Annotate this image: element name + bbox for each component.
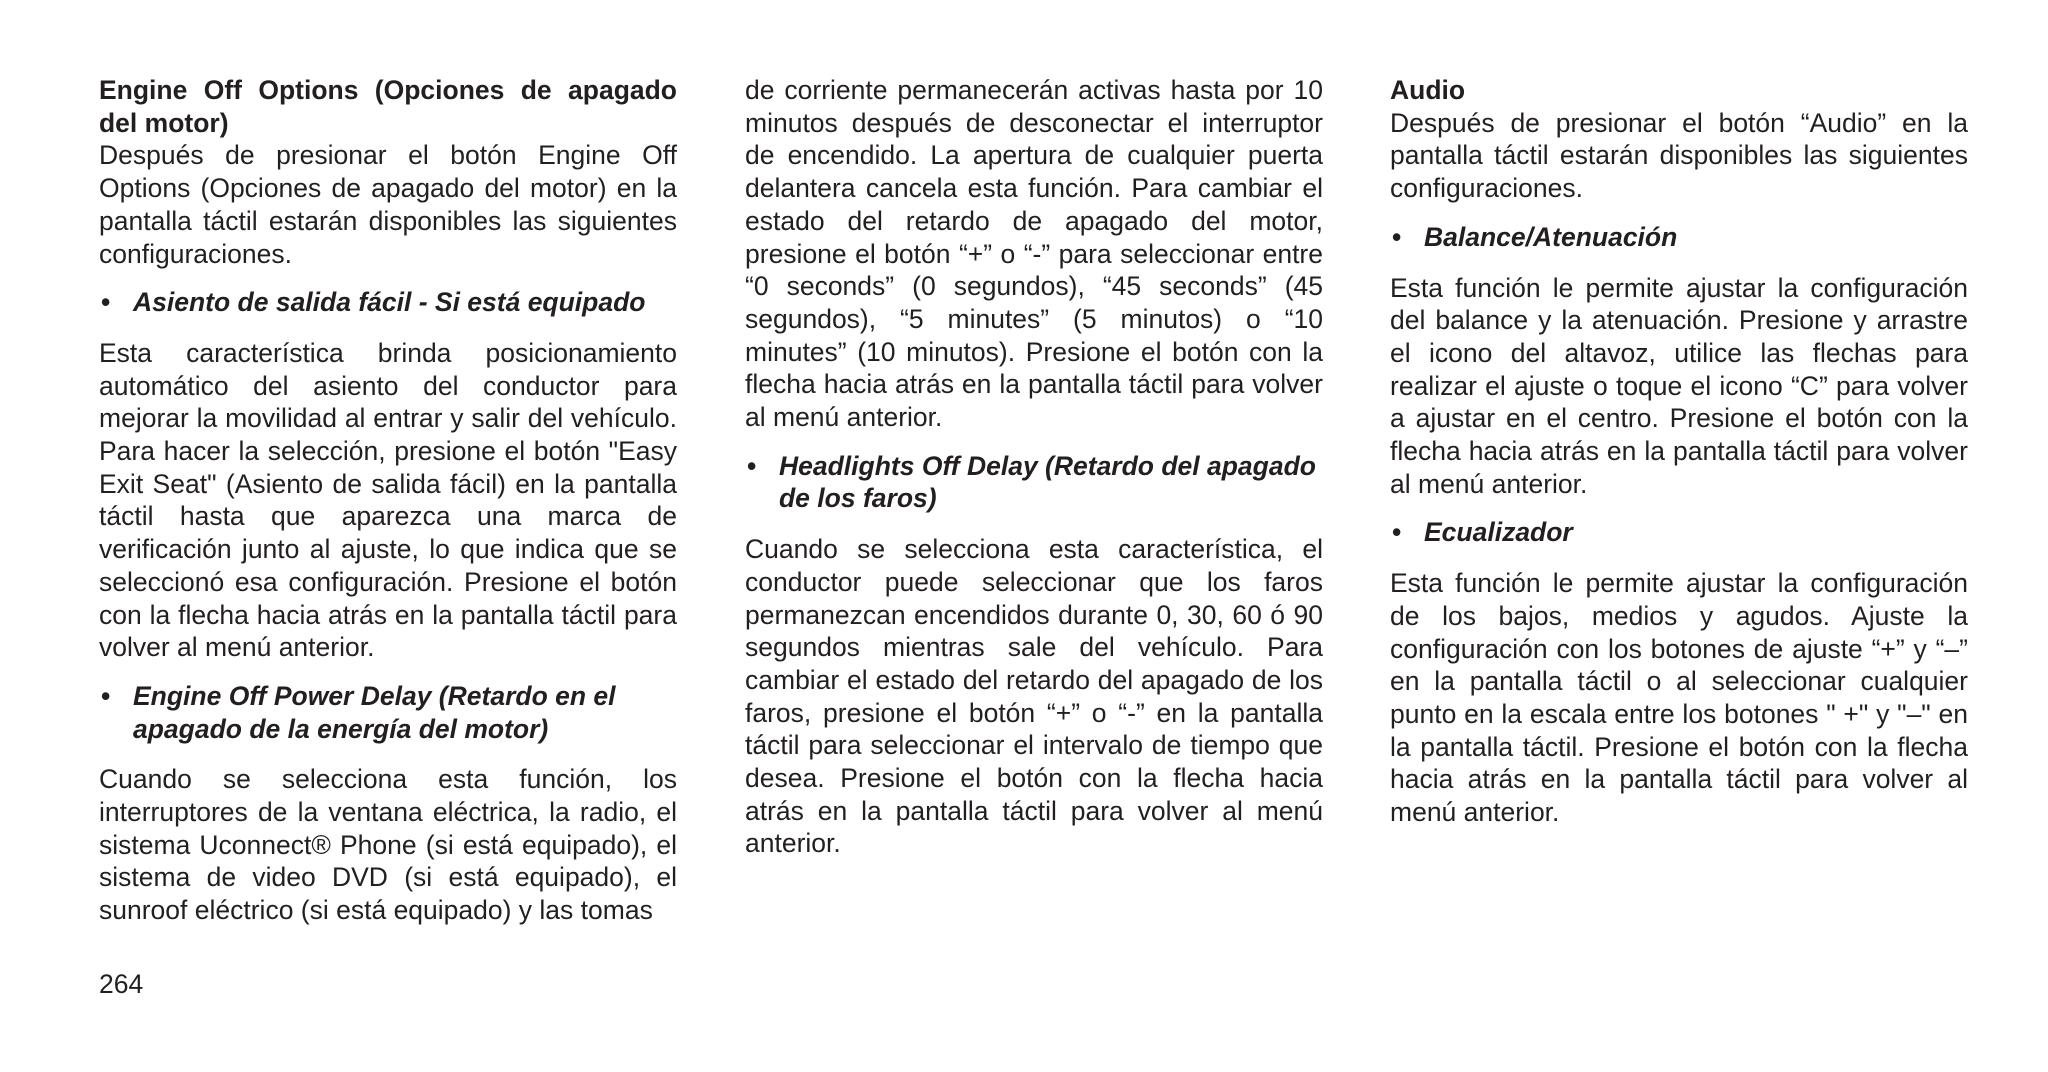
- bullet-engine-off-power-delay: [99, 680, 677, 745]
- page-number: 264: [99, 969, 144, 999]
- column-2: [745, 74, 1323, 876]
- bullet-title: Engine Off Power Delay (Retardo en el apagado de la energía del motor): [133, 680, 616, 744]
- bullet-easy-exit-seat: [99, 286, 677, 319]
- bullet-dot: •: [101, 680, 111, 711]
- column-3: [1390, 74, 1968, 845]
- bullet-dot: •: [747, 450, 757, 481]
- paragraph-power-delay-continued: de corriente permanecerán activas hasta por 10 minutos después de desconectar el interruptor de encendido. La apertura de cualquier puerta delantera cancela esta función. Para cambiar el estado del retardo de apagado del motor, presione el botón “+” o “-” para seleccionar entre “0 seconds” (0 segundos), “45 seconds” (45 segundos), “5 minutes” (5 minutos) o “10 minutes” (10 minutos). Presione el botón con la flecha hacia atrás en la pantalla táctil para volver al menú anterior.: [745, 75, 1323, 433]
- paragraph-equalizer: Esta función le permite ajustar la configuración de los bajos, medios y agudos. Ajuste la configuración con los botones de ajuste “+” y “–” en la pantalla táctil o al seleccionar cualquier punto en la escala entre los botones " +" y "–" en la pantalla táctil. Presione el botón con la flecha hacia atrás en la pantalla táctil para volver al menú anterior.: [1390, 568, 1968, 828]
- bullet-title: Headlights Off Delay (Retardo del apagado de los faros): [779, 450, 1316, 514]
- column-1: [99, 74, 677, 943]
- section-heading-audio: Audio: [1390, 75, 1466, 105]
- bullet-dot: •: [1392, 221, 1402, 252]
- bullet-title: Asiento de salida fácil - Si está equipado: [133, 287, 646, 318]
- paragraph-easy-exit-seat: Esta característica brinda posicionamiento automático del asiento del conductor para mejorar la movilidad al entrar y salir del vehículo. Para hacer la selección, presione el botón "Easy Exit Seat" (Asiento de salida fácil) en la pantalla táctil hasta que aparezca una marca de verificación junto al ajuste, lo que indica que se seleccionó esa configuración. Presione el botón con la flecha hacia atrás en la pantalla táctil para volver al menú anterior.: [99, 337, 677, 663]
- section-heading-engine-off-options: Engine Off Options (Opciones de apagado del motor): [99, 75, 677, 138]
- paragraph-balance-fade: Esta función le permite ajustar la configuración del balance y la atenuación. Presione y arrastre el icono del altavoz, utilice las flechas para realizar el ajuste o toque el icono “C” para volver a ajustar en el centro. Presione el botón con la flecha hacia atrás en la pantalla táctil para volver al menú anterior.: [1390, 272, 1968, 499]
- bullet-dot: •: [1392, 517, 1402, 548]
- bullet-equalizer: [1390, 516, 1968, 549]
- bullet-title: Balance/Atenuación: [1424, 221, 1678, 252]
- bullet-title: Ecualizador: [1424, 517, 1573, 548]
- bullet-headlights-off-delay: [745, 450, 1323, 515]
- bullet-balance-fade: [1390, 221, 1968, 254]
- paragraph-headlights-off-delay: Cuando se selecciona esta característica, el conductor puede seleccionar que los faros permanezcan encendidos durante 0, 30, 60 ó 90 segundos mientras sale del vehículo. Para cambiar el estado del retardo del apagado de los faros, presione el botón “+” o “-” en la pantalla táctil para seleccionar el intervalo de tiempo que desea. Presione el botón con la flecha hacia atrás en la pantalla táctil para volver al menú anterior.: [745, 534, 1323, 859]
- paragraph-audio-intro: Después de presionar el botón “Audio” en la pantalla táctil estarán disponibles las siguientes configuraciones.: [1390, 107, 1968, 204]
- paragraph-engine-off-power-delay: Cuando se selecciona esta función, los interruptores de la ventana eléctrica, la radio, el sistema Uconnect® Phone (si está equipado), el sistema de video DVD (si está equipado), el sunroof eléctrico (si está equipado) y las tomas: [99, 764, 677, 926]
- bullet-dot: •: [101, 287, 111, 318]
- paragraph-engine-off-intro: Después de presionar el botón Engine Off Options (Opciones de apagado del motor) en la pantalla táctil estarán disponibles las siguientes configuraciones.: [99, 140, 677, 269]
